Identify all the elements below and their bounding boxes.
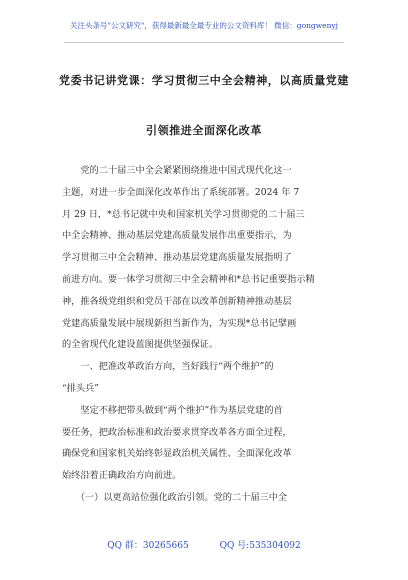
body-line: 要任务，把政治标准和政治要求贯穿改革各方面全过程，: [62, 426, 292, 438]
section-heading: 一、把准改革政治方向，当好践行“两个维护”的: [62, 361, 274, 373]
footer-qq-group: QQ 群：30265665: [107, 541, 189, 551]
body-line: （一）以更高站位强化政治引领。党的二十届三中全: [62, 491, 288, 503]
document-title-line-2: 引领推进全面深化改革: [146, 124, 262, 137]
body-line: 党的二十届三中全会紧紧围绕推进中国式现代化这一: [62, 165, 292, 176]
document-body: [62, 160, 352, 509]
header-note: 关注头条号"公文研究"，获得最新最全最专业的公文资料库！ 微信：gongwenyj: [70, 21, 338, 30]
body-line: 坚定不移把带头做到“两个维护”作为基层党建的首: [62, 404, 283, 416]
section-heading-cont: “排头兵”: [62, 382, 99, 394]
document-title-line-1: 党委书记讲党课：学习贯彻三中全会精神，以高质量党建: [59, 74, 349, 87]
body-line: 前进方向。要一体学习贯彻三中全会精神和*总书记重要指示精: [62, 273, 315, 285]
body-line: 中全会精神、推动基层党建高质量发展作出重要指示，为: [62, 230, 292, 242]
body-line: 党建高质量发展中展现新担当新作为，为实现*总书记擘画: [62, 317, 297, 329]
header-divider: [64, 42, 344, 43]
footer-contacts: [0, 538, 408, 551]
body-line: 确保党和国家机关始终彰显政治机关属性、全面深化改革: [62, 448, 292, 460]
body-line: 神，推各级党组织和党员干部在以改革创新精神推动基层: [62, 295, 292, 307]
body-line: 始终沿着正确政治方向前进。: [62, 470, 182, 482]
footer-qq-number: QQ 号:535304092: [219, 541, 301, 551]
body-line: 主题，对进一步全面深化改革作出了系统部署。2024 年 7: [62, 186, 300, 198]
body-line: 学习贯彻三中全会精神、推动基层党建高质量发展指明了: [62, 252, 292, 264]
body-line: 月 29 日，*总书记就中央和国家机关学习贯彻党的二十届三: [62, 208, 305, 220]
body-line: 的全省现代化建设蓝图提供坚强保证。: [62, 339, 219, 351]
